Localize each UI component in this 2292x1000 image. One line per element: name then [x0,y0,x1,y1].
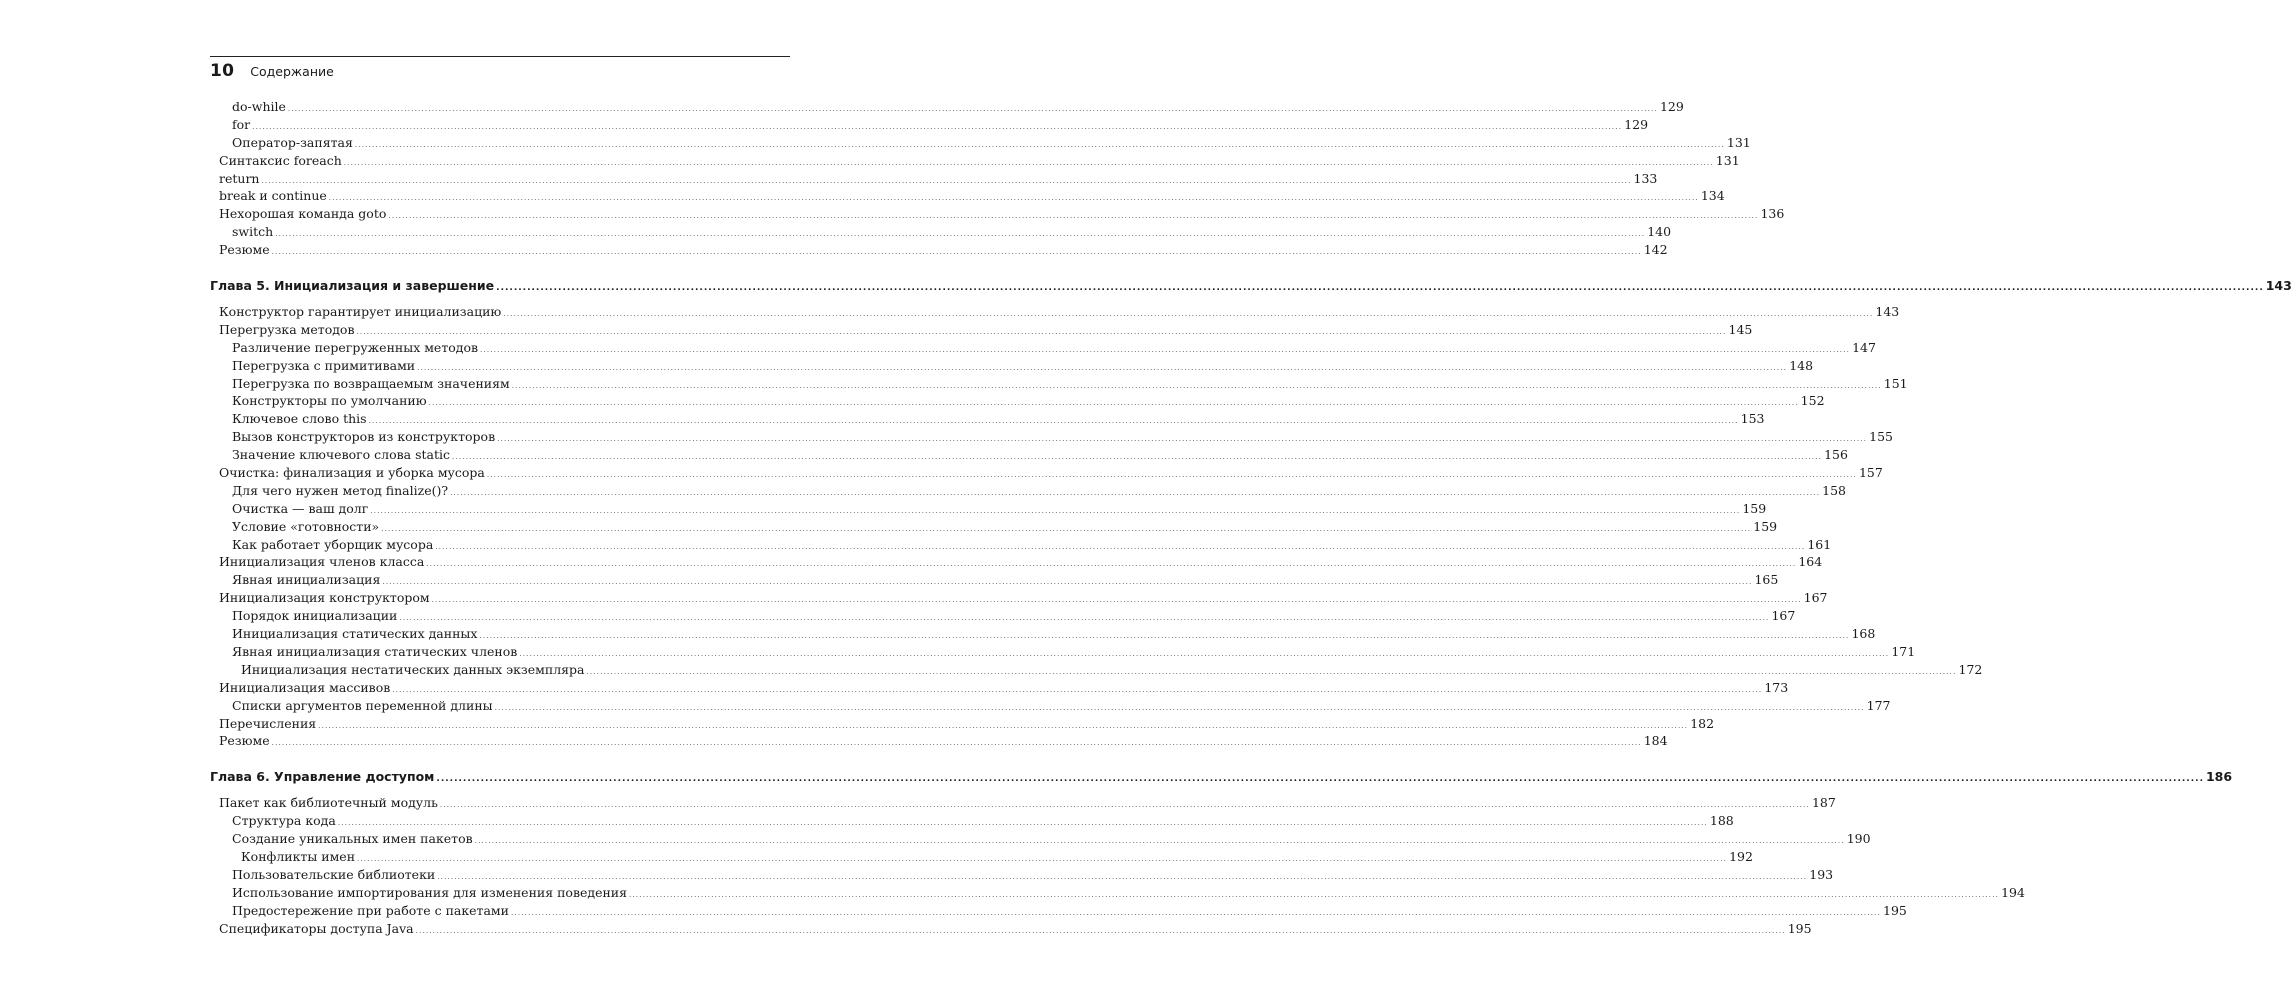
toc-entry-title: Структура кода [232,813,336,829]
dot-leader: ................................................................................................................................................................................................................................................................................................................................................................................................................ [399,614,1770,623]
toc-entry-title: Вызов конструкторов из конструкторов [232,429,496,445]
toc-page-number: 136 [1760,206,1785,222]
toc-entry-title: Инициализация массивов [219,679,391,695]
toc-entry-title: for [232,116,251,132]
toc-page-number: 134 [1700,188,1725,204]
toc-entry-title: Ключевое слово this [232,411,367,427]
toc-entry [210,607,1796,625]
dot-leader: ................................................................................................................................................................................................................................................................................................................................................................................................................ [370,506,1741,515]
toc-entry [210,812,1734,830]
toc-page-number: 151 [1883,375,1908,391]
toc-page-number: 153 [1740,411,1765,427]
toc-page-number: 133 [1633,170,1658,186]
toc-entry-title: return [219,170,260,186]
toc-page-number: 188 [1709,813,1734,829]
dot-leader: ................................................................................................................................................................................................................................................................................................................................................................................................................ [496,283,2264,294]
toc-entry-title: Явная инициализация статических членов [232,643,518,659]
toc-entry-title: break и continue [219,188,327,204]
dot-leader: ................................................................................................................................................................................................................................................................................................................................................................................................................ [474,837,1845,846]
dot-leader: ................................................................................................................................................................................................................................................................................................................................................................................................................ [439,801,1810,810]
toc-entry [210,428,1894,446]
toc-entry-title: Инициализация нестатических данных экземпляра [241,661,585,677]
dot-leader: ................................................................................................................................................................................................................................................................................................................................................................................................................ [452,453,1823,462]
toc-entry [210,920,1812,938]
dot-leader: ................................................................................................................................................................................................................................................................................................................................................................................................................ [275,230,1646,239]
toc-page-number: 195 [1787,920,1812,936]
toc-entry [210,205,1785,223]
toc-entry-title: Значение ключевого слова static [232,447,451,463]
dot-leader: ................................................................................................................................................................................................................................................................................................................................................................................................................ [392,685,1763,694]
dot-leader: ................................................................................................................................................................................................................................................................................................................................................................................................................ [497,435,1868,444]
toc-entry-title: do-while [232,99,286,114]
toc-entry-title: Конструктор гарантирует инициализацию [219,304,502,320]
dot-leader: ................................................................................................................................................................................................................................................................................................................................................................................................................ [503,310,1874,319]
toc-entry-title: Условие «готовности» [232,518,380,534]
toc-entry-title: Инициализация конструктором [219,590,430,606]
toc-entry-title: Инициализация статических данных [232,626,478,642]
toc-page-number: 131 [1715,152,1740,168]
toc-entry-title: Перегрузка методов [219,321,355,337]
toc-entry-title: Спецификаторы доступа Java [219,920,414,936]
toc-entry [210,446,1848,464]
toc-entry-title: Глава 6. Управление доступом [210,769,435,785]
toc-entry-title: Пакет как библиотечный модуль [219,795,438,811]
toc-entry [210,625,1876,643]
toc-entry [210,223,1672,241]
dot-leader: ................................................................................................................................................................................................................................................................................................................................................................................................................ [431,596,1802,605]
toc-entry [210,794,1836,812]
toc-entry [210,482,1846,500]
toc-page-number: 129 [1624,116,1649,132]
toc-entry-title: Различение перегруженных методов [232,339,479,355]
table-of-contents [210,98,2292,937]
toc-page-number: 159 [1753,518,1778,534]
toc-page-number: 187 [1811,795,1836,811]
running-title: Содержание [250,64,334,79]
toc-entry [210,134,1751,152]
toc-entry-title: Инициализация членов класса [219,554,425,570]
toc-entry-title: Конструкторы по умолчанию [232,393,427,409]
dot-leader: ................................................................................................................................................................................................................................................................................................................................................................................................................ [486,471,1857,480]
toc-entry [210,410,1765,428]
toc-page-number: 168 [1851,626,1876,642]
toc-entry-title: Перегрузка по возвращаемым значениям [232,375,510,391]
page-number: 10 [210,61,235,81]
toc-entry [210,571,1779,589]
toc-page-number: 182 [1690,715,1715,731]
toc-entry-title: Порядок инициализации [232,608,398,624]
dot-leader: ................................................................................................................................................................................................................................................................................................................................................................................................................ [252,122,1623,131]
toc-page-number: 171 [1891,643,1916,659]
dot-leader: ................................................................................................................................................................................................................................................................................................................................................................................................................ [357,854,1728,863]
dot-leader: ................................................................................................................................................................................................................................................................................................................................................................................................................ [318,721,1689,730]
dot-leader: ................................................................................................................................................................................................................................................................................................................................................................................................................ [510,908,1882,917]
toc-entry [210,392,1825,410]
toc-entry-title: Очистка — ваш долг [232,500,369,516]
dot-leader: ................................................................................................................................................................................................................................................................................................................................................................................................................ [354,140,1725,149]
dot-leader: ................................................................................................................................................................................................................................................................................................................................................................................................................ [417,363,1788,372]
toc-entry [210,866,1834,884]
toc-page-number: 164 [1798,554,1823,570]
toc-page-number: 158 [1822,482,1846,498]
toc-page-number: 157 [1858,465,1883,481]
toc-entry [210,187,1725,205]
toc-chapter-heading [210,277,2292,295]
dot-leader: ................................................................................................................................................................................................................................................................................................................................................................................................................ [271,248,1642,257]
toc-entry-title: Конфликты имен [241,848,356,864]
toc-entry [210,152,1740,170]
dot-leader: ................................................................................................................................................................................................................................................................................................................................................................................................................ [271,739,1642,748]
toc-page-number: 155 [1869,429,1894,445]
dot-leader: ................................................................................................................................................................................................................................................................................................................................................................................................................ [337,819,1708,828]
dot-leader: ................................................................................................................................................................................................................................................................................................................................................................................................................ [435,542,1806,551]
toc-entry [210,679,1789,697]
dot-leader: ................................................................................................................................................................................................................................................................................................................................................................................................................ [428,399,1799,408]
toc-page-number: 143 [1875,304,1900,320]
toc-page-number: 165 [1754,572,1779,588]
dot-leader: ................................................................................................................................................................................................................................................................................................................................................................................................................ [287,105,1658,113]
dot-leader: ................................................................................................................................................................................................................................................................................................................................................................................................................ [382,578,1753,587]
dot-leader: ................................................................................................................................................................................................................................................................................................................................................................................................................ [519,649,1890,658]
toc-page-number: 186 [2205,769,2233,785]
dot-leader: ................................................................................................................................................................................................................................................................................................................................................................................................................ [261,176,1632,185]
dot-leader: ................................................................................................................................................................................................................................................................................................................................................................................................................ [511,381,1882,390]
dot-leader: ................................................................................................................................................................................................................................................................................................................................................................................................................ [436,774,2204,785]
toc-entry-title: Синтаксис foreach [219,152,342,168]
toc-entry-title: Очистка: финализация и уборка мусора [219,465,485,481]
toc-entry-title: Резюме [219,242,270,258]
toc-page-number: 148 [1789,357,1814,373]
dot-leader: ................................................................................................................................................................................................................................................................................................................................................................................................................ [388,212,1759,221]
toc-entry [210,884,2025,902]
toc-entry [210,518,1778,536]
toc-entry-title: Глава 5. Инициализация и завершение [210,278,495,294]
dot-leader: ................................................................................................................................................................................................................................................................................................................................................................................................................ [479,632,1850,641]
dot-leader: ................................................................................................................................................................................................................................................................................................................................................................................................................ [629,890,2000,899]
toc-page-number: 143 [2265,278,2292,294]
toc-entry-title: Предостережение при работе с пакетами [232,902,509,918]
toc-entry [210,500,1767,518]
toc-entry [210,715,1715,733]
toc-page-number: 129 [1659,99,1684,114]
dot-leader: ................................................................................................................................................................................................................................................................................................................................................................................................................ [426,560,1797,569]
toc-page-number: 167 [1803,590,1828,606]
dot-leader: ................................................................................................................................................................................................................................................................................................................................................................................................................ [494,703,1865,712]
toc-entry [210,643,1916,661]
toc-page-number: 172 [1958,661,1983,677]
toc-page-number: 192 [1729,848,1753,864]
dot-leader: ................................................................................................................................................................................................................................................................................................................................................................................................................ [450,488,1821,497]
header-rule [210,56,790,57]
toc-entry [210,170,1658,188]
dot-leader: ................................................................................................................................................................................................................................................................................................................................................................................................................ [381,524,1752,533]
toc-entry [210,303,1900,321]
toc-entry [210,339,1876,357]
dot-leader: ................................................................................................................................................................................................................................................................................................................................................................................................................ [586,667,1957,676]
running-header [210,61,334,83]
toc-entry-title: Списки аргументов переменной длины [232,697,493,713]
toc-entry-title: Нехорошая команда goto [219,206,387,222]
dot-leader: ................................................................................................................................................................................................................................................................................................................................................................................................................ [343,158,1714,167]
toc-page-number: 131 [1726,134,1751,150]
toc-entry [210,464,1883,482]
toc-entry [210,732,1668,750]
toc-entry-title: Явная инициализация [232,572,381,588]
toc-entry-title: Перегрузка с примитивами [232,357,416,373]
dot-leader: ................................................................................................................................................................................................................................................................................................................................................................................................................ [437,872,1808,881]
toc-entry [210,375,1908,393]
toc-entry [210,536,1832,554]
toc-page-number: 193 [1809,866,1834,882]
toc-page-number: 145 [1728,321,1753,337]
dot-leader: ................................................................................................................................................................................................................................................................................................................................................................................................................ [368,417,1739,426]
toc-page-number: 147 [1852,339,1876,355]
toc-page-number: 194 [2001,884,2025,900]
toc-entry-title: Создание уникальных имен пакетов [232,831,473,847]
toc-page-number: 173 [1764,679,1789,695]
toc-entry [210,848,1753,866]
toc-chapter-heading [210,768,2233,786]
toc-page-number: 140 [1647,224,1672,240]
toc-page-number: 161 [1807,536,1832,552]
toc-page-number: 152 [1800,393,1825,409]
dot-leader: ................................................................................................................................................................................................................................................................................................................................................................................................................ [356,327,1727,336]
toc-page-number: 184 [1643,733,1668,749]
toc-page-number: 190 [1846,831,1871,847]
toc-entry [210,589,1828,607]
toc-entry [210,697,1891,715]
dot-leader: ................................................................................................................................................................................................................................................................................................................................................................................................................ [480,345,1851,354]
toc-entry [210,98,1684,116]
toc-entry [210,321,1753,339]
toc-entry-title: Пользовательские библиотеки [232,866,436,882]
toc-entry-title: Для чего нужен метод finalize()? [232,482,449,498]
toc-entry-title: Оператор-запятая [232,134,353,150]
toc-entry-title: Перечисления [219,715,317,731]
toc-entry-title: Использование импортирования для изменения поведения [232,884,628,900]
toc-page-number: 156 [1824,447,1848,463]
toc-page-number: 167 [1771,608,1796,624]
toc-page-number: 159 [1742,500,1767,516]
toc-entry [210,357,1814,375]
dot-leader: ................................................................................................................................................................................................................................................................................................................................................................................................................ [415,926,1786,935]
dot-leader: ................................................................................................................................................................................................................................................................................................................................................................................................................ [328,194,1699,203]
toc-entry-title: Как работает уборщик мусора [232,536,434,552]
toc-page-number: 177 [1866,697,1891,713]
toc-entry [210,661,1983,679]
toc-page-number: 142 [1643,242,1668,258]
toc-entry [210,116,1649,134]
toc-entry-title: Резюме [219,733,270,749]
toc-entry [210,830,1871,848]
toc-entry [210,241,1668,259]
toc-entry-title: switch [232,224,274,240]
toc-page-number: 195 [1883,902,1907,918]
toc-entry [210,902,1907,920]
toc-entry [210,553,1823,571]
